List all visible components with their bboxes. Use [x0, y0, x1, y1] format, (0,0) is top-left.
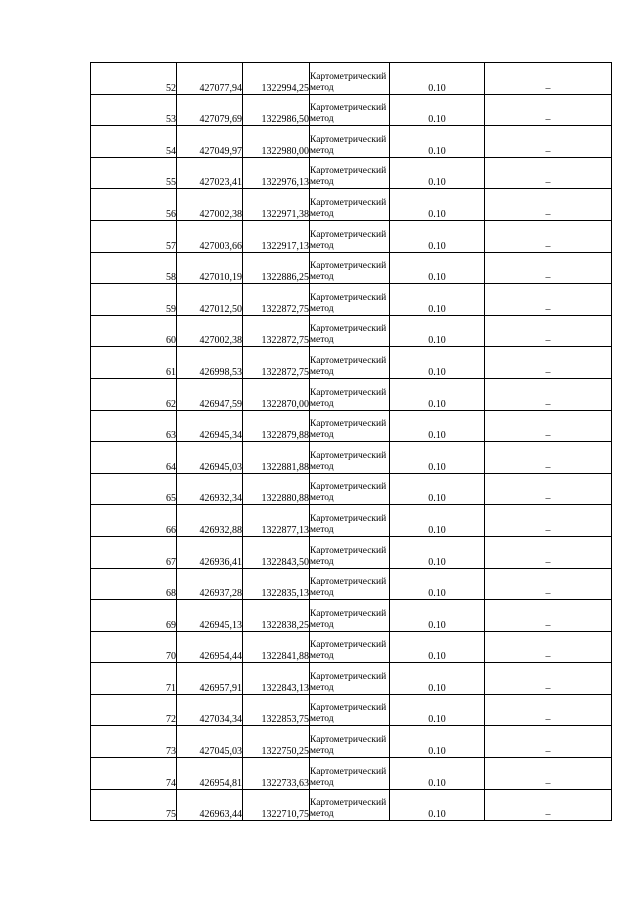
x-coordinate-cell: 427079,69 [177, 94, 243, 126]
method-cell: Картометрический метод [310, 378, 390, 410]
point-number-cell: 63 [91, 410, 177, 442]
accuracy-cell: 0.10 [390, 694, 485, 726]
method-cell: Картометрический метод [310, 189, 390, 221]
accuracy-cell: 0.10 [390, 94, 485, 126]
table-row [91, 600, 612, 632]
table-row [91, 220, 612, 252]
method-cell: Картометрический метод [310, 157, 390, 189]
x-coordinate-cell: 426947,59 [177, 378, 243, 410]
y-coordinate-cell: 1322853,75 [243, 694, 310, 726]
point-number-cell: 54 [91, 126, 177, 158]
note-cell: – [485, 315, 612, 347]
x-coordinate-cell: 426932,34 [177, 473, 243, 505]
y-coordinate-cell: 1322838,25 [243, 600, 310, 632]
accuracy-cell: 0.10 [390, 536, 485, 568]
accuracy-cell: 0.10 [390, 284, 485, 316]
x-coordinate-cell: 427077,94 [177, 63, 243, 95]
x-coordinate-cell: 426954,44 [177, 631, 243, 663]
note-cell: – [485, 157, 612, 189]
table-row [91, 442, 612, 474]
accuracy-cell: 0.10 [390, 473, 485, 505]
point-number-cell: 70 [91, 631, 177, 663]
point-number-cell: 61 [91, 347, 177, 379]
accuracy-cell: 0.10 [390, 600, 485, 632]
x-coordinate-cell: 427010,19 [177, 252, 243, 284]
point-number-cell: 58 [91, 252, 177, 284]
table-row [91, 631, 612, 663]
accuracy-cell: 0.10 [390, 442, 485, 474]
y-coordinate-cell: 1322980,00 [243, 126, 310, 158]
accuracy-cell: 0.10 [390, 126, 485, 158]
method-cell: Картометрический метод [310, 726, 390, 758]
method-cell: Картометрический метод [310, 347, 390, 379]
point-number-cell: 52 [91, 63, 177, 95]
y-coordinate-cell: 1322886,25 [243, 252, 310, 284]
note-cell: – [485, 442, 612, 474]
note-cell: – [485, 789, 612, 821]
accuracy-cell: 0.10 [390, 568, 485, 600]
y-coordinate-cell: 1322872,75 [243, 315, 310, 347]
method-cell: Картометрический метод [310, 505, 390, 537]
table-row [91, 663, 612, 695]
accuracy-cell: 0.10 [390, 189, 485, 221]
x-coordinate-cell: 426957,91 [177, 663, 243, 695]
accuracy-cell: 0.10 [390, 505, 485, 537]
note-cell: – [485, 63, 612, 95]
table-row [91, 63, 612, 95]
y-coordinate-cell: 1322917,13 [243, 220, 310, 252]
method-cell: Картометрический метод [310, 252, 390, 284]
x-coordinate-cell: 427049,97 [177, 126, 243, 158]
note-cell: – [485, 536, 612, 568]
method-cell: Картометрический метод [310, 315, 390, 347]
point-number-cell: 72 [91, 694, 177, 726]
table-row [91, 315, 612, 347]
y-coordinate-cell: 1322843,13 [243, 663, 310, 695]
y-coordinate-cell: 1322879,88 [243, 410, 310, 442]
note-cell: – [485, 505, 612, 537]
point-number-cell: 68 [91, 568, 177, 600]
x-coordinate-cell: 426945,34 [177, 410, 243, 442]
x-coordinate-cell: 426945,03 [177, 442, 243, 474]
accuracy-cell: 0.10 [390, 378, 485, 410]
y-coordinate-cell: 1322872,75 [243, 347, 310, 379]
y-coordinate-cell: 1322841,88 [243, 631, 310, 663]
table-row [91, 410, 612, 442]
coordinates-table-body [91, 63, 612, 821]
coordinates-table [90, 62, 612, 821]
point-number-cell: 56 [91, 189, 177, 221]
x-coordinate-cell: 427045,03 [177, 726, 243, 758]
y-coordinate-cell: 1322877,13 [243, 505, 310, 537]
y-coordinate-cell: 1322994,25 [243, 63, 310, 95]
point-number-cell: 64 [91, 442, 177, 474]
method-cell: Картометрический метод [310, 568, 390, 600]
note-cell: – [485, 410, 612, 442]
x-coordinate-cell: 426954,81 [177, 758, 243, 790]
table-row [91, 94, 612, 126]
note-cell: – [485, 220, 612, 252]
y-coordinate-cell: 1322870,00 [243, 378, 310, 410]
x-coordinate-cell: 426998,53 [177, 347, 243, 379]
method-cell: Картометрический метод [310, 284, 390, 316]
method-cell: Картометрический метод [310, 789, 390, 821]
y-coordinate-cell: 1322843,50 [243, 536, 310, 568]
table-row [91, 347, 612, 379]
table-row [91, 536, 612, 568]
table-row [91, 189, 612, 221]
x-coordinate-cell: 427012,50 [177, 284, 243, 316]
point-number-cell: 57 [91, 220, 177, 252]
x-coordinate-cell: 427023,41 [177, 157, 243, 189]
point-number-cell: 60 [91, 315, 177, 347]
x-coordinate-cell: 426937,28 [177, 568, 243, 600]
method-cell: Картометрический метод [310, 536, 390, 568]
note-cell: – [485, 473, 612, 505]
point-number-cell: 73 [91, 726, 177, 758]
point-number-cell: 65 [91, 473, 177, 505]
table-row [91, 758, 612, 790]
note-cell: – [485, 694, 612, 726]
y-coordinate-cell: 1322971,38 [243, 189, 310, 221]
method-cell: Картометрический метод [310, 410, 390, 442]
method-cell: Картометрический метод [310, 631, 390, 663]
method-cell: Картометрический метод [310, 94, 390, 126]
table-row [91, 473, 612, 505]
note-cell: – [485, 631, 612, 663]
table-row [91, 284, 612, 316]
table-row [91, 568, 612, 600]
accuracy-cell: 0.10 [390, 252, 485, 284]
x-coordinate-cell: 427002,38 [177, 189, 243, 221]
y-coordinate-cell: 1322986,50 [243, 94, 310, 126]
y-coordinate-cell: 1322750,25 [243, 726, 310, 758]
accuracy-cell: 0.10 [390, 220, 485, 252]
table-row [91, 378, 612, 410]
y-coordinate-cell: 1322976,13 [243, 157, 310, 189]
x-coordinate-cell: 426945,13 [177, 600, 243, 632]
point-number-cell: 55 [91, 157, 177, 189]
method-cell: Картометрический метод [310, 220, 390, 252]
method-cell: Картометрический метод [310, 694, 390, 726]
note-cell: – [485, 726, 612, 758]
y-coordinate-cell: 1322710,75 [243, 789, 310, 821]
note-cell: – [485, 126, 612, 158]
accuracy-cell: 0.10 [390, 157, 485, 189]
point-number-cell: 67 [91, 536, 177, 568]
method-cell: Картометрический метод [310, 758, 390, 790]
x-coordinate-cell: 426963,44 [177, 789, 243, 821]
method-cell: Картометрический метод [310, 600, 390, 632]
accuracy-cell: 0.10 [390, 63, 485, 95]
table-row [91, 126, 612, 158]
accuracy-cell: 0.10 [390, 726, 485, 758]
note-cell: – [485, 284, 612, 316]
note-cell: – [485, 378, 612, 410]
accuracy-cell: 0.10 [390, 315, 485, 347]
point-number-cell: 53 [91, 94, 177, 126]
table-row [91, 694, 612, 726]
method-cell: Картометрический метод [310, 63, 390, 95]
method-cell: Картометрический метод [310, 442, 390, 474]
y-coordinate-cell: 1322733,63 [243, 758, 310, 790]
point-number-cell: 74 [91, 758, 177, 790]
accuracy-cell: 0.10 [390, 410, 485, 442]
point-number-cell: 66 [91, 505, 177, 537]
note-cell: – [485, 663, 612, 695]
method-cell: Картометрический метод [310, 663, 390, 695]
note-cell: – [485, 252, 612, 284]
accuracy-cell: 0.10 [390, 758, 485, 790]
x-coordinate-cell: 426936,41 [177, 536, 243, 568]
note-cell: – [485, 189, 612, 221]
point-number-cell: 75 [91, 789, 177, 821]
table-row [91, 157, 612, 189]
note-cell: – [485, 347, 612, 379]
table-row [91, 505, 612, 537]
y-coordinate-cell: 1322881,88 [243, 442, 310, 474]
point-number-cell: 62 [91, 378, 177, 410]
accuracy-cell: 0.10 [390, 789, 485, 821]
note-cell: – [485, 568, 612, 600]
note-cell: – [485, 94, 612, 126]
x-coordinate-cell: 427002,38 [177, 315, 243, 347]
table-row [91, 789, 612, 821]
accuracy-cell: 0.10 [390, 631, 485, 663]
point-number-cell: 69 [91, 600, 177, 632]
note-cell: – [485, 600, 612, 632]
note-cell: – [485, 758, 612, 790]
table-row [91, 252, 612, 284]
method-cell: Картометрический метод [310, 126, 390, 158]
y-coordinate-cell: 1322835,13 [243, 568, 310, 600]
x-coordinate-cell: 426932,88 [177, 505, 243, 537]
table-row [91, 726, 612, 758]
y-coordinate-cell: 1322872,75 [243, 284, 310, 316]
point-number-cell: 59 [91, 284, 177, 316]
x-coordinate-cell: 427003,66 [177, 220, 243, 252]
accuracy-cell: 0.10 [390, 663, 485, 695]
accuracy-cell: 0.10 [390, 347, 485, 379]
x-coordinate-cell: 427034,34 [177, 694, 243, 726]
point-number-cell: 71 [91, 663, 177, 695]
y-coordinate-cell: 1322880,88 [243, 473, 310, 505]
method-cell: Картометрический метод [310, 473, 390, 505]
